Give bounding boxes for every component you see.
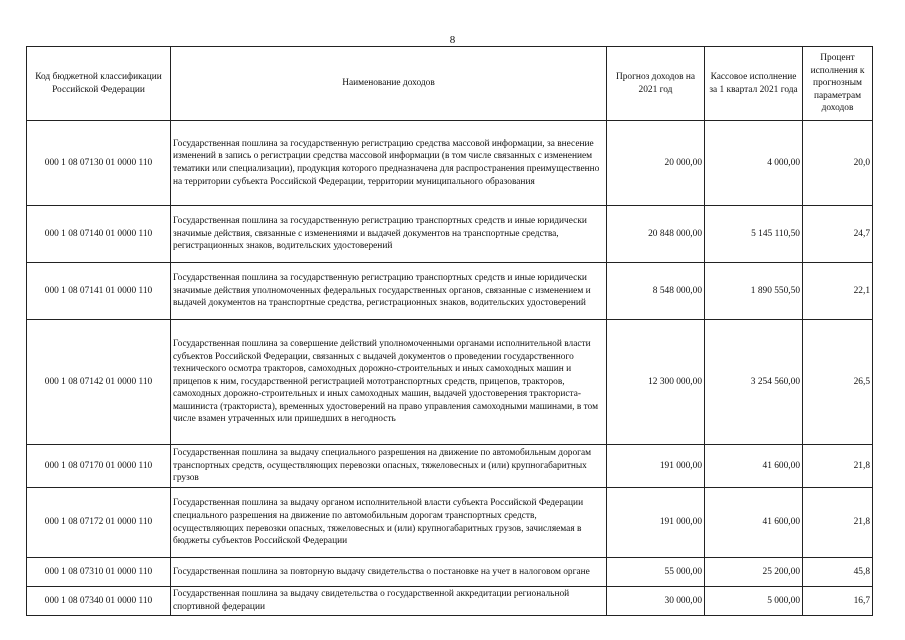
cell-plan: 20 848 000,00	[607, 206, 705, 263]
cell-fact: 3 254 560,00	[705, 320, 803, 445]
cell-code: 000 1 08 07310 01 0000 110	[27, 558, 171, 587]
page-number: 8	[449, 34, 456, 46]
revenue-table	[26, 46, 873, 616]
table-row	[27, 488, 873, 558]
table-row	[27, 263, 873, 320]
cell-name: Государственная пошлина за выдачу свидетельства о государственной аккредитации региональной спортивной федерации	[171, 587, 607, 616]
cell-fact: 5 000,00	[705, 587, 803, 616]
header-pct: Процент исполнения к прогнозным параметрам доходов	[803, 47, 873, 121]
table-row	[27, 320, 873, 445]
cell-fact: 25 200,00	[705, 558, 803, 587]
cell-code: 000 1 08 07130 01 0000 110	[27, 121, 171, 206]
cell-fact: 41 600,00	[705, 488, 803, 558]
table-row	[27, 558, 873, 587]
table-header-row	[27, 47, 873, 121]
cell-fact: 4 000,00	[705, 121, 803, 206]
cell-fact: 5 145 110,50	[705, 206, 803, 263]
cell-code: 000 1 08 07170 01 0000 110	[27, 445, 171, 488]
cell-plan: 191 000,00	[607, 445, 705, 488]
cell-plan: 30 000,00	[607, 587, 705, 616]
cell-code: 000 1 08 07141 01 0000 110	[27, 263, 171, 320]
cell-pct: 24,7	[803, 206, 873, 263]
cell-code: 000 1 08 07140 01 0000 110	[27, 206, 171, 263]
cell-pct: 21,8	[803, 488, 873, 558]
table-row	[27, 445, 873, 488]
cell-fact: 41 600,00	[705, 445, 803, 488]
cell-pct: 45,8	[803, 558, 873, 587]
table-row	[27, 121, 873, 206]
header-fact: Кассовое исполнение за 1 квартал 2021 года	[705, 47, 803, 121]
cell-plan: 55 000,00	[607, 558, 705, 587]
cell-name: Государственная пошлина за государственную регистрацию средства массовой информации, за внесение изменений в запись о регистрации средства массовой информации (в том числе связанных с изменением тематики или специализации), продукция которого предназначена для распространения преимущественно на территории субъекта Российской Федерации, территории муниципального образования	[171, 121, 607, 206]
cell-fact: 1 890 550,50	[705, 263, 803, 320]
table-row	[27, 206, 873, 263]
cell-name: Государственная пошлина за выдачу специального разрешения на движение по автомобильным дорогам транспортных средств, осуществляющих перевозки опасных, тяжеловесных и (или) крупногабаритных грузов	[171, 445, 607, 488]
cell-pct: 22,1	[803, 263, 873, 320]
cell-plan: 12 300 000,00	[607, 320, 705, 445]
cell-plan: 20 000,00	[607, 121, 705, 206]
header-name: Наименование доходов	[171, 47, 607, 121]
cell-code: 000 1 08 07172 01 0000 110	[27, 488, 171, 558]
cell-name: Государственная пошлина за повторную выдачу свидетельства о постановке на учет в налоговом органе	[171, 558, 607, 587]
cell-pct: 16,7	[803, 587, 873, 616]
cell-pct: 26,5	[803, 320, 873, 445]
table-row	[27, 587, 873, 616]
cell-pct: 21,8	[803, 445, 873, 488]
cell-name: Государственная пошлина за совершение действий уполномоченными органами исполнительной власти субъектов Российской Федерации, связанных с выдачей документов о проведении государственного технического осмотра тракторов, самоходных дорожно-строительных и иных самоходных машин и прицепов к ним, государственной регистрацией мототранспортных средств, прицепов, тракторов, самоходных дорожно-строительных и иных самоходных машин, выдачей удостоверения тракториста-машиниста (тракториста), временных удостоверений на право управления самоходными машинами, в том числе взамен утраченных или пришедших в негодность	[171, 320, 607, 445]
cell-plan: 191 000,00	[607, 488, 705, 558]
cell-name: Государственная пошлина за государственную регистрацию транспортных средств и иные юридически значимые действия, связанные с изменениями и выдачей документов на транспортные средства, регистрационных знаков, водительских удостоверений	[171, 206, 607, 263]
cell-plan: 8 548 000,00	[607, 263, 705, 320]
cell-code: 000 1 08 07142 01 0000 110	[27, 320, 171, 445]
header-code: Код бюджетной классификации Российской Федерации	[27, 47, 171, 121]
cell-name: Государственная пошлина за государственную регистрацию транспортных средств и иные юридически значимые действия уполномоченных федеральных государственных органов, связанные с изменением и выдачей документов на транспортные средства, регистрационных знаков, водительских удостоверений	[171, 263, 607, 320]
header-plan: Прогноз доходов на 2021 год	[607, 47, 705, 121]
cell-pct: 20,0	[803, 121, 873, 206]
cell-code: 000 1 08 07340 01 0000 110	[27, 587, 171, 616]
cell-name: Государственная пошлина за выдачу органом исполнительной власти субъекта Российской Федерации специального разрешения на движение по автомобильным дорогам транспортных средств, осуществляющих перевозки опасных, тяжеловесных и (или) крупногабаритных грузов, зачисляемая в бюджеты субъектов Российской Федерации	[171, 488, 607, 558]
